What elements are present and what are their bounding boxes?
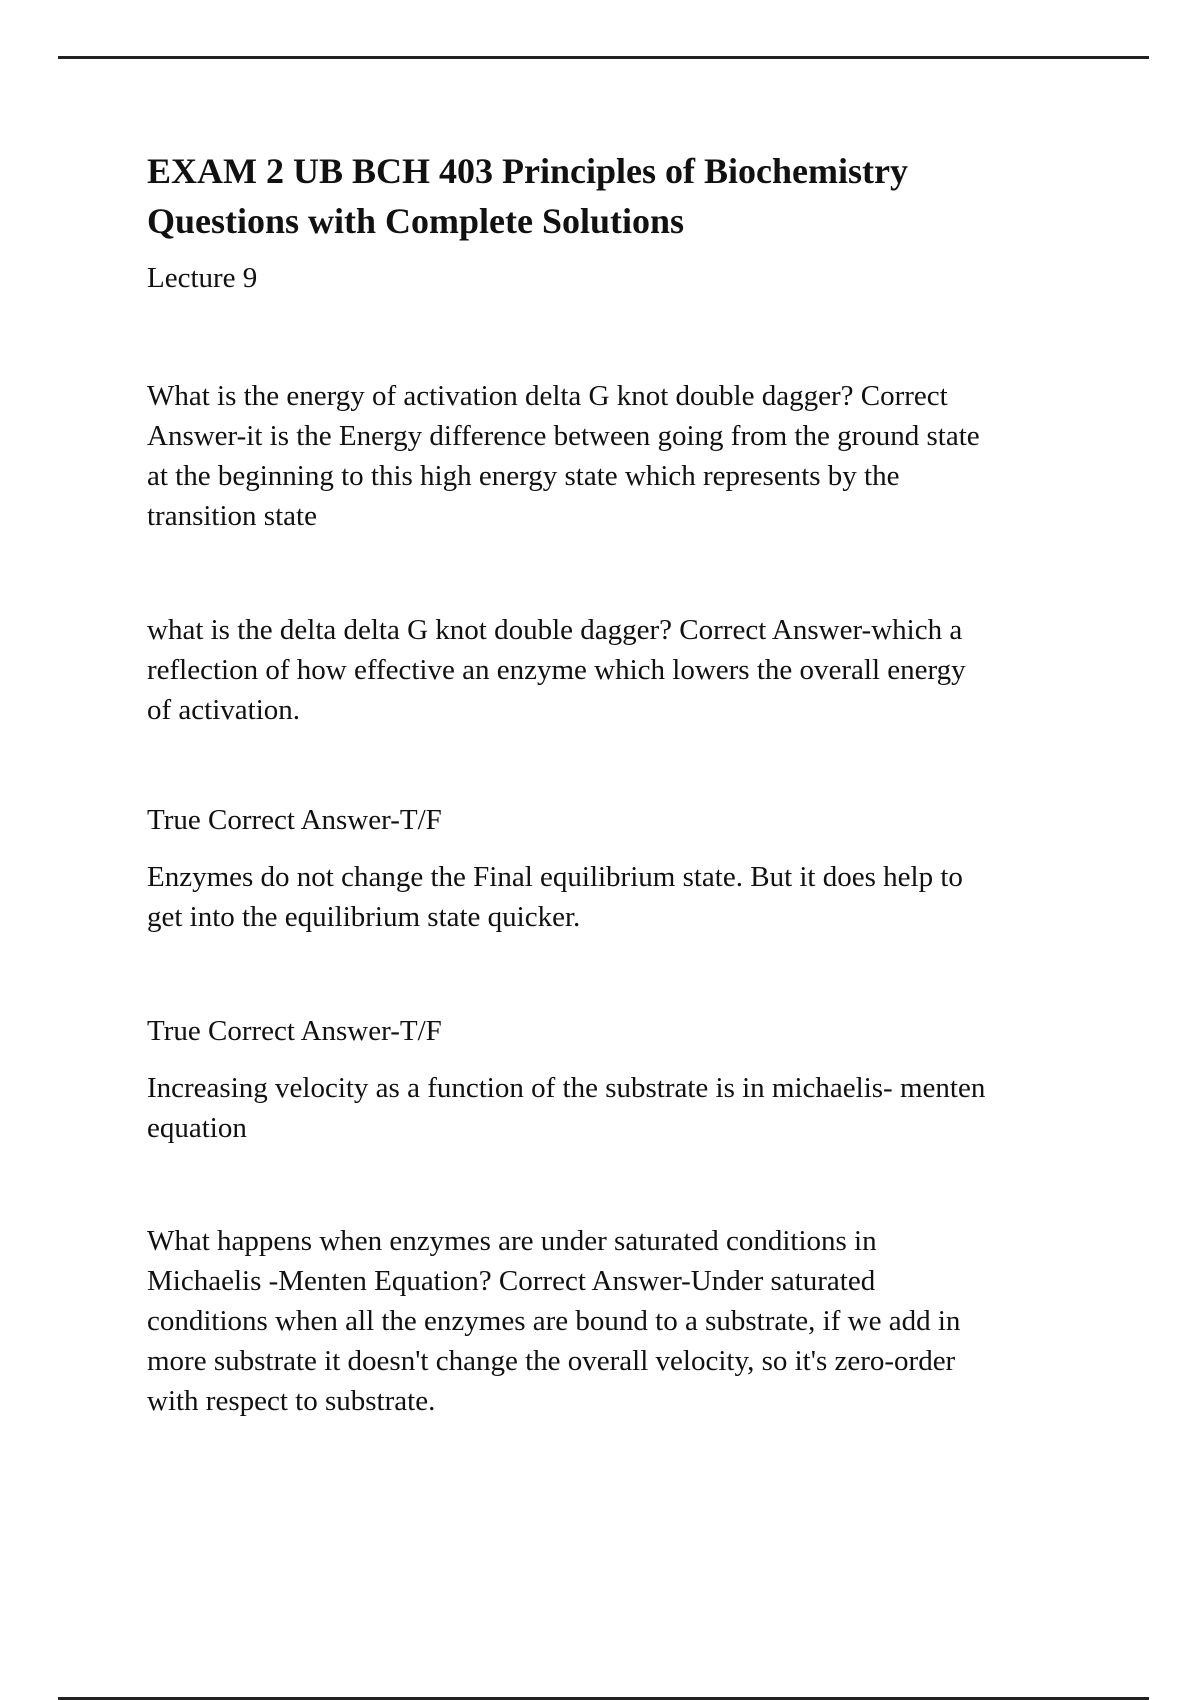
paragraph-line: True Correct Answer-T/F bbox=[147, 1015, 442, 1047]
paragraph-line: of activation. bbox=[147, 694, 301, 726]
title-line: Questions with Complete Solutions bbox=[147, 201, 685, 241]
paragraph-line: reflection of how effective an enzyme which lowers the overall energy bbox=[147, 654, 966, 686]
lecture-label: Lecture 9 bbox=[147, 262, 258, 294]
paragraph-line: what is the delta delta G knot double dagger? Correct Answer-which a bbox=[147, 614, 963, 646]
paragraph-line: at the beginning to this high energy state which represents by the bbox=[147, 460, 900, 492]
qa-paragraph bbox=[147, 1221, 960, 1421]
paragraph-line: with respect to substrate. bbox=[147, 1385, 436, 1417]
title-line: EXAM 2 UB BCH 403 Principles of Biochemistry bbox=[147, 151, 908, 191]
qa-paragraph bbox=[147, 857, 963, 937]
qa-paragraph bbox=[147, 1068, 985, 1148]
paragraph-line: get into the equilibrium state quicker. bbox=[147, 901, 581, 933]
paragraph-line: What is the energy of activation delta G knot double dagger? Correct bbox=[147, 380, 948, 412]
paragraph-line: Michaelis -Menten Equation? Correct Answer-Under saturated bbox=[147, 1265, 876, 1297]
paragraph-line: more substrate it doesn't change the overall velocity, so it's zero-order bbox=[147, 1345, 956, 1377]
paragraph-line: transition state bbox=[147, 500, 317, 532]
qa-paragraph bbox=[147, 376, 980, 536]
document-title bbox=[147, 146, 908, 246]
qa-paragraph bbox=[147, 1011, 442, 1051]
paragraph-line: equation bbox=[147, 1112, 247, 1144]
header-rule bbox=[58, 56, 1149, 59]
paragraph-line: Increasing velocity as a function of the substrate is in michaelis- menten bbox=[147, 1072, 986, 1104]
qa-paragraph bbox=[147, 610, 966, 730]
paragraph-line: conditions when all the enzymes are bound to a substrate, if we add in bbox=[147, 1305, 961, 1337]
paragraph-line: True Correct Answer-T/F bbox=[147, 804, 442, 836]
paragraph-line: What happens when enzymes are under saturated conditions in bbox=[147, 1225, 877, 1257]
qa-paragraph bbox=[147, 800, 442, 840]
paragraph-line: Enzymes do not change the Final equilibrium state. But it does help to bbox=[147, 861, 963, 893]
paragraph-line: Answer-it is the Energy difference between going from the ground state bbox=[147, 420, 980, 452]
